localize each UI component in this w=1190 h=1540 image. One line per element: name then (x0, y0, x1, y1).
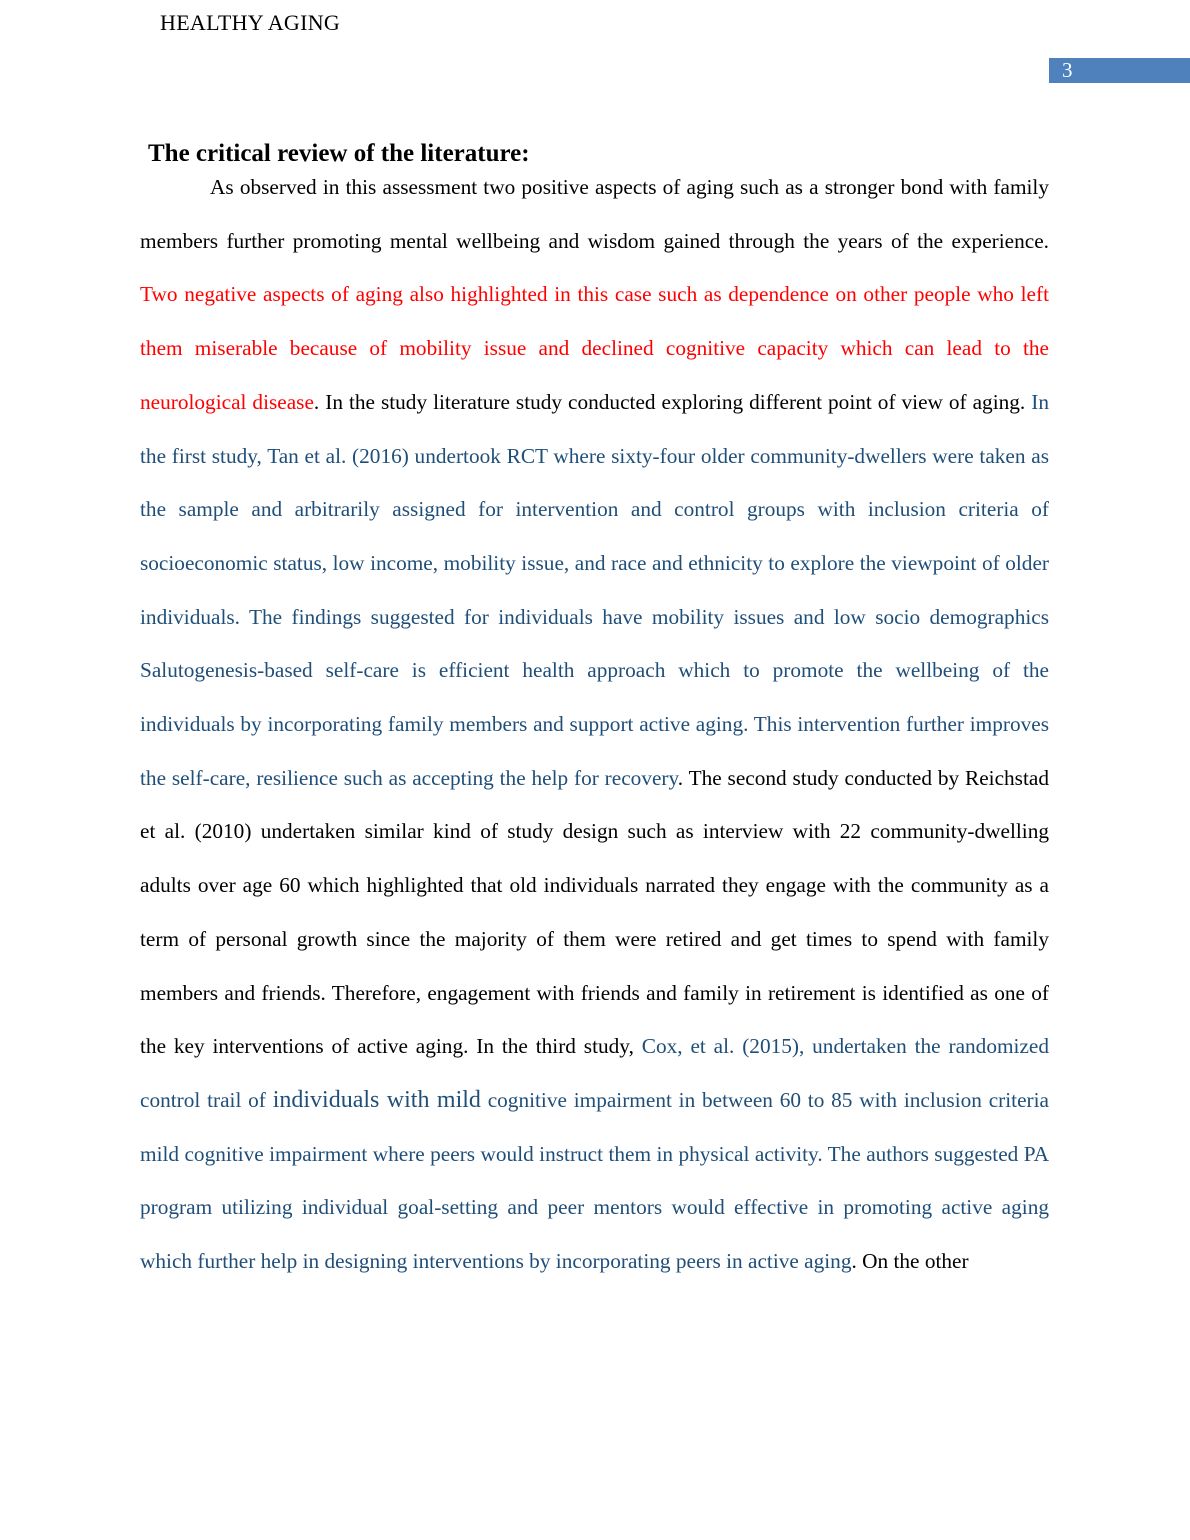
running-head: HEALTHY AGING (160, 10, 341, 35)
text-second-study: . The second study conducted by Reichstad et al. (2010) undertaken similar kind of study design such as interview with 22 community-dwelling adults over age 60 which highlighted that old individuals narrated they engage with the community as a term of personal growth since the majority of them were retired and get times to spend with family members and friends. Therefore, engagement with friends and family in retirement is identified as one of the key interventions of active aging. In the third study, (140, 765, 1049, 1059)
body-paragraph-block (140, 161, 1049, 1289)
text-third-study-details: cognitive impairment in between 60 to 85 with inclusion criteria mild cognitive impairment where peers would instruct them in physical activity. The authors suggested PA program utilizing individual goal-setting and peer mentors would effective in promoting active aging which further help in designing interventions by incorporating peers in active aging (140, 1087, 1049, 1274)
text-third-study-citation: Cox, et al. (2015), undertaken the randomized control trail of (140, 1034, 1050, 1112)
text-continuation: . On the other (851, 1249, 969, 1274)
section-heading: The critical review of the literature: (148, 140, 530, 167)
text-negative-aspects: Two negative aspects of aging also highlighted in this case such as dependence on other people who left them miserable because of mobility issue and declined cognitive capacity which can lead to the neurological disease (140, 282, 1049, 414)
text-first-study: In the first study, Tan et al. (2016) undertook RCT where sixty-four older community-dwellers were taken as the sample and arbitrarily assigned for intervention and control groups with inclusion criteria of socioeconomic status, low income, mobility issue, and race and ethnicity to explore the viewpoint of older individuals. The findings suggested for individuals have mobility issues and low socio demographics Salutogenesis-based self-care is efficient health approach which to promote the wellbeing of the individuals by incorporating family members and support active aging. This intervention further improves the self-care, resilience such as accepting the help for recovery (140, 389, 1049, 790)
text-positive-aspects: As observed in this assessment two positive aspects of aging such as a stronger bond with family members further promoting mental wellbeing and wisdom gained through the years of the experience. (140, 175, 1049, 253)
page-number-tab: 3 (1049, 58, 1190, 83)
text-third-study-emphasis: individuals with mild (272, 1086, 481, 1113)
body-paragraph (140, 161, 1049, 1289)
text-study-intro: . In the study literature study conducted exploring different point of view of aging. (313, 389, 1032, 414)
